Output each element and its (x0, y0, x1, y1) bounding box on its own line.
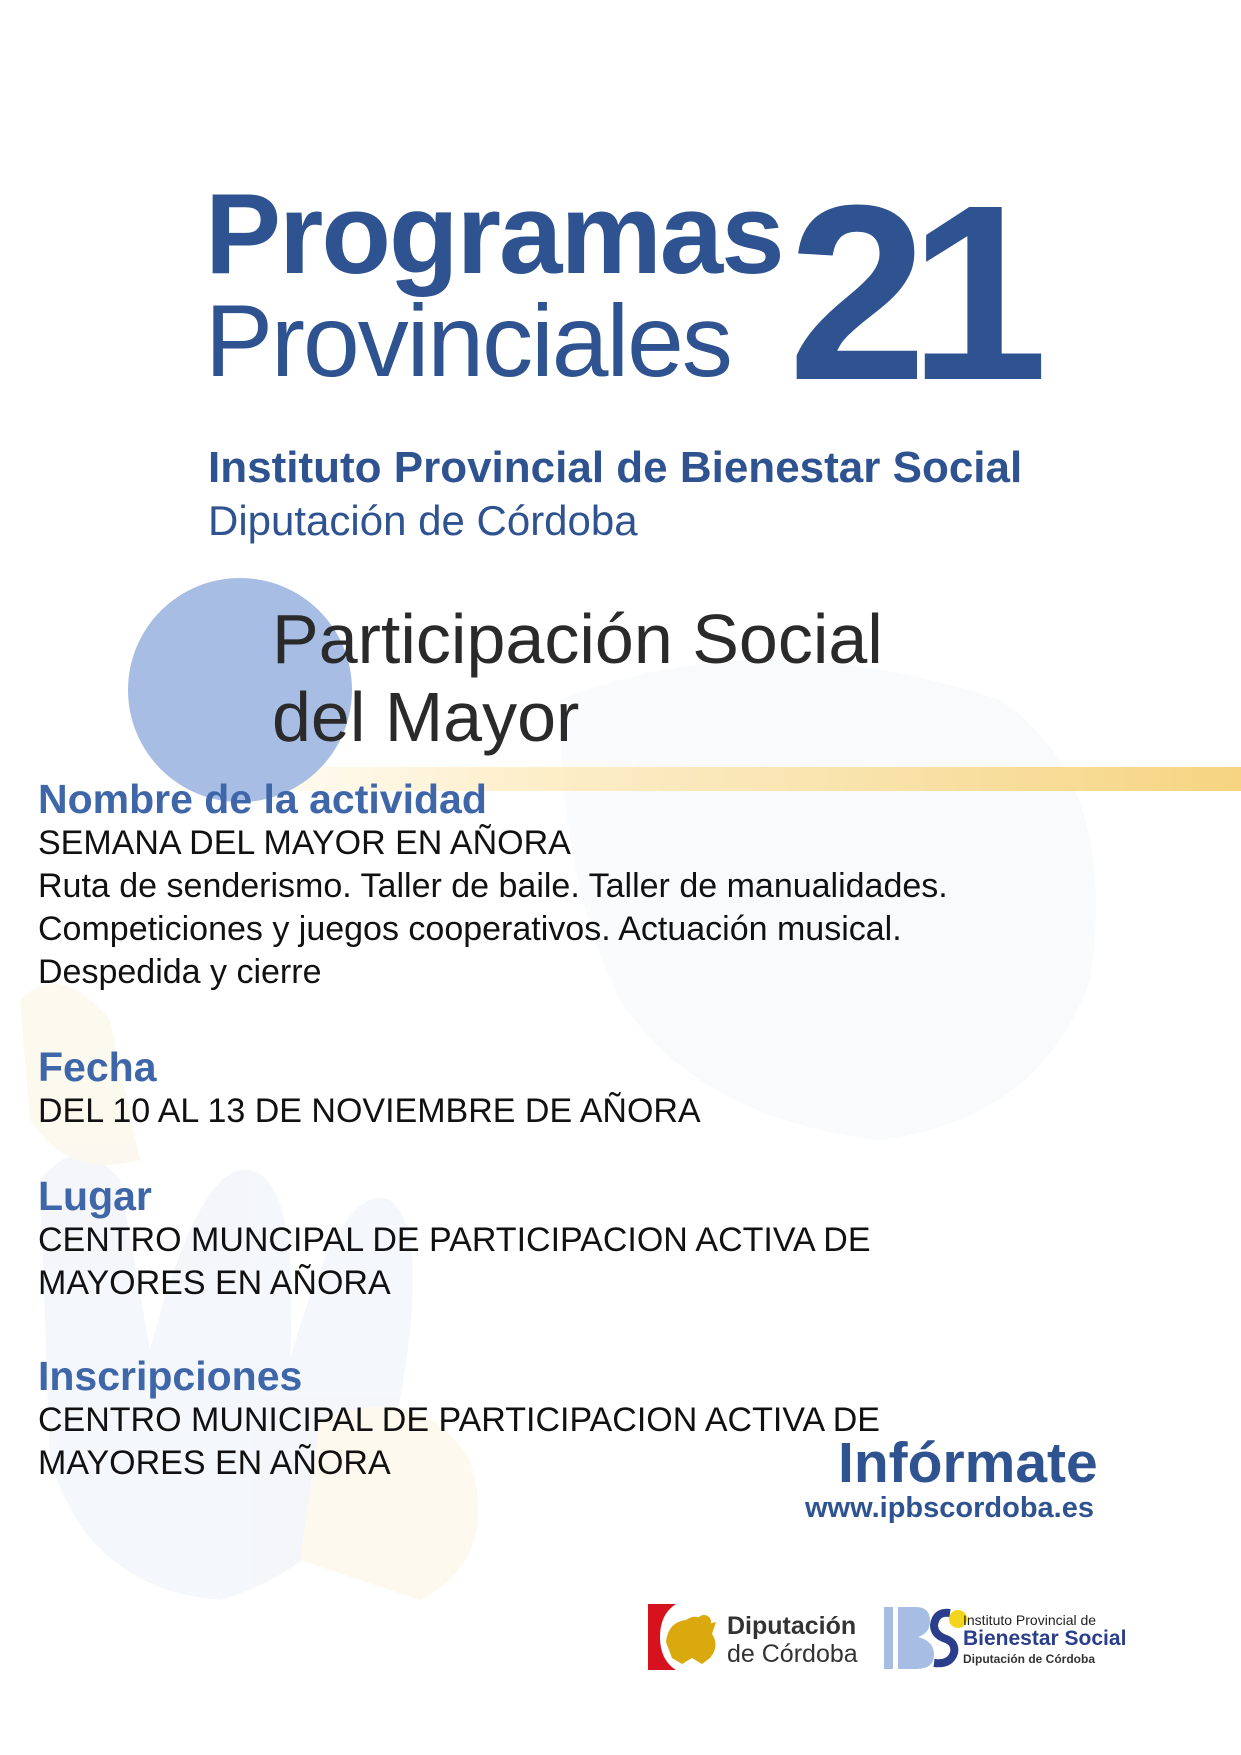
section-line: Competiciones y juegos cooperativos. Actuación musical. (38, 910, 902, 948)
activity-details (38, 776, 1158, 1485)
ipbs-logo-line1: Instituto Provincial de (963, 1612, 1097, 1628)
informate-heading: Infórmate (838, 1431, 1098, 1495)
program-title-line1: Participación Social (272, 600, 883, 678)
institute-name: Instituto Provincial de Bienestar Social (208, 443, 1023, 492)
section-line: MAYORES EN AÑORA (38, 1444, 391, 1482)
section-actividad (38, 776, 1158, 994)
diputacion-name: Diputación de Córdoba (208, 497, 638, 544)
section-heading: Nombre de la actividad (38, 776, 487, 822)
program-title (272, 600, 883, 756)
section-line: MAYORES EN AÑORA (38, 1264, 391, 1302)
section-fecha (38, 1044, 1158, 1133)
provinciales-text: Provinciales (205, 284, 731, 398)
section-line: Ruta de senderismo. Taller de baile. Taller de manualidades. (38, 867, 948, 905)
section-heading: Fecha (38, 1044, 157, 1090)
diputacion-logo-line1: Diputación (727, 1612, 857, 1640)
section-heading: Inscripciones (38, 1353, 303, 1399)
programas-text: Programas (205, 171, 783, 298)
ipbs-logo-line2: Bienestar Social (963, 1627, 1127, 1650)
section-line: SEMANA DEL MAYOR EN AÑORA (38, 824, 571, 862)
year-number: 21 (788, 153, 1031, 432)
section-lugar (38, 1173, 1158, 1305)
section-line: Despedida y cierre (38, 953, 322, 991)
website-link[interactable]: www.ipbscordoba.es (805, 1492, 1094, 1524)
section-line: DEL 10 AL 13 DE NOVIEMBRE DE AÑORA (38, 1092, 701, 1130)
ipbs-logo-line3: Diputación de Córdoba (963, 1652, 1095, 1666)
section-line: CENTRO MUNCIPAL DE PARTICIPACION ACTIVA DE (38, 1221, 871, 1259)
section-heading: Lugar (38, 1173, 152, 1219)
diputacion-logo-line2: de Córdoba (727, 1640, 858, 1668)
section-line: CENTRO MUNICIPAL DE PARTICIPACION ACTIVA DE (38, 1401, 880, 1439)
program-title-line2: del Mayor (272, 678, 580, 756)
